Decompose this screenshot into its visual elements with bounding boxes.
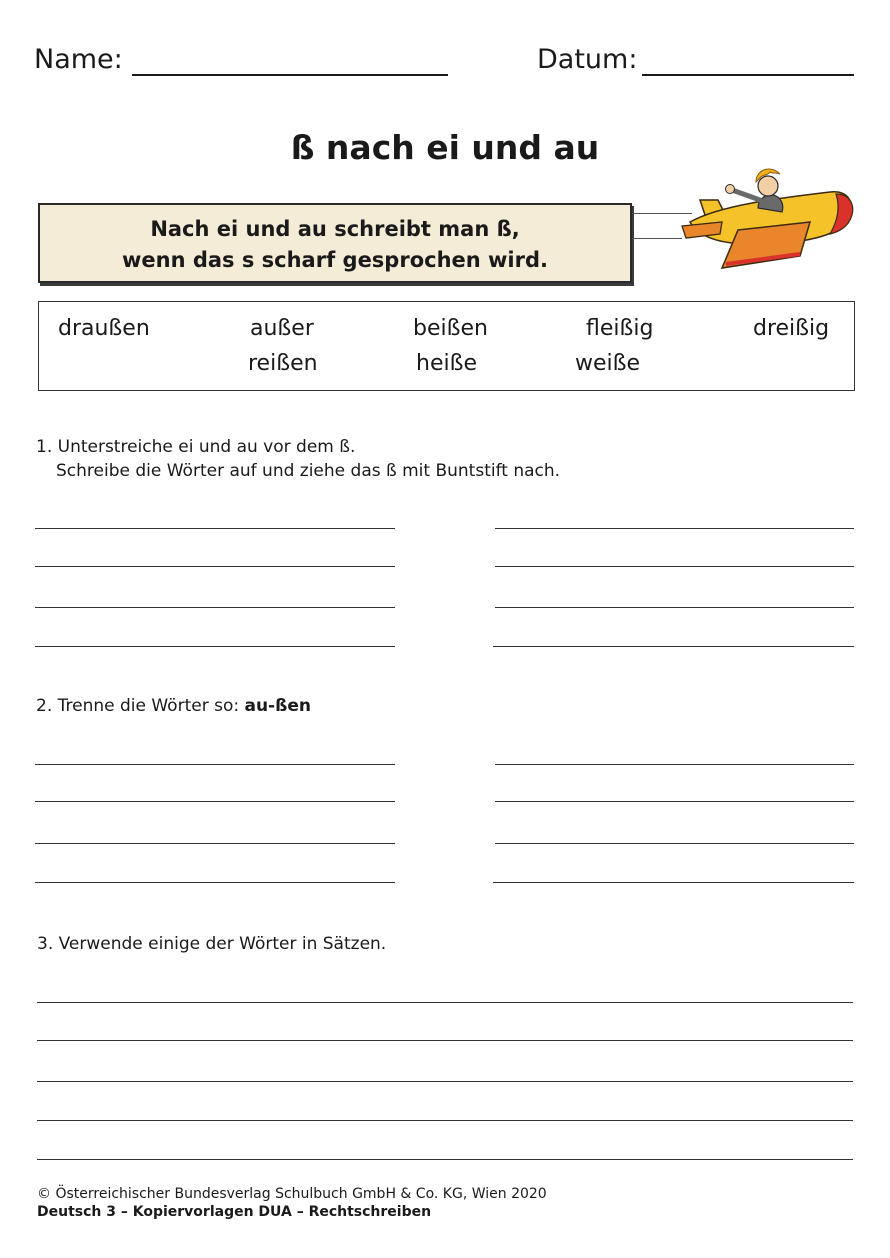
writing-line[interactable] [35,882,395,883]
writing-line[interactable] [35,646,395,647]
writing-line[interactable] [35,843,395,844]
writing-line[interactable] [35,764,395,765]
pilot-head-icon [758,176,778,196]
rule-line-2: wenn das s scharf gesprochen wird. [121,248,548,272]
task-3-text: 3. Verwende einige der Wörter in Sätzen. [37,934,387,954]
task-1-line-2: Schreibe die Wörter auf und ziehe das ß mit Buntstift nach. [56,461,561,481]
writing-line[interactable] [37,1040,853,1041]
rule-line-1: Nach ei und au schreibt man ß, [150,217,520,241]
writing-line[interactable] [495,764,854,765]
footer-series: Deutsch 3 – Kopiervorlagen DUA – Rechtschreiben [37,1204,432,1220]
footer-copyright: © Österreichischer Bundesverlag Schulbuch GmbH & Co. KG, Wien 2020 [37,1186,547,1202]
word-item: beißen [413,316,488,341]
word-box [38,301,855,391]
writing-line[interactable] [37,1159,853,1160]
date-label: Datum: [537,44,638,75]
writing-line[interactable] [37,1120,853,1121]
date-field-line[interactable] [642,74,854,76]
word-item: außer [250,316,314,341]
page-title: ß nach ei und au [290,128,600,167]
writing-line[interactable] [493,882,854,883]
word-item: heiße [416,351,477,376]
writing-line[interactable] [495,528,854,529]
word-item: reißen [248,351,318,376]
task-1-line-1: 1. Unterstreiche ei und au vor dem ß. [36,437,356,457]
word-item: fleißig [586,316,654,341]
writing-line[interactable] [495,843,854,844]
writing-line[interactable] [35,801,395,802]
writing-line[interactable] [493,646,854,647]
airplane-pilot-illustration [660,160,860,275]
word-item: weiße [575,351,641,376]
pilot-hand-icon [726,185,735,194]
pilot-arm-icon [732,190,760,200]
word-item: draußen [58,316,150,341]
task-2-text [36,693,311,719]
word-item: dreißig [753,316,830,341]
rule-banner [38,203,632,283]
writing-line[interactable] [495,607,854,608]
name-field-line[interactable] [132,74,448,76]
writing-line[interactable] [35,607,395,608]
task-2-instruction: 2. Trenne die Wörter so: [36,696,245,716]
writing-line[interactable] [495,801,854,802]
writing-line[interactable] [35,528,395,529]
task-2-example: au-ßen [244,696,311,716]
writing-line[interactable] [37,1002,853,1003]
name-label: Name: [34,44,123,75]
writing-line[interactable] [35,566,395,567]
writing-line[interactable] [495,566,854,567]
writing-line[interactable] [37,1081,853,1082]
